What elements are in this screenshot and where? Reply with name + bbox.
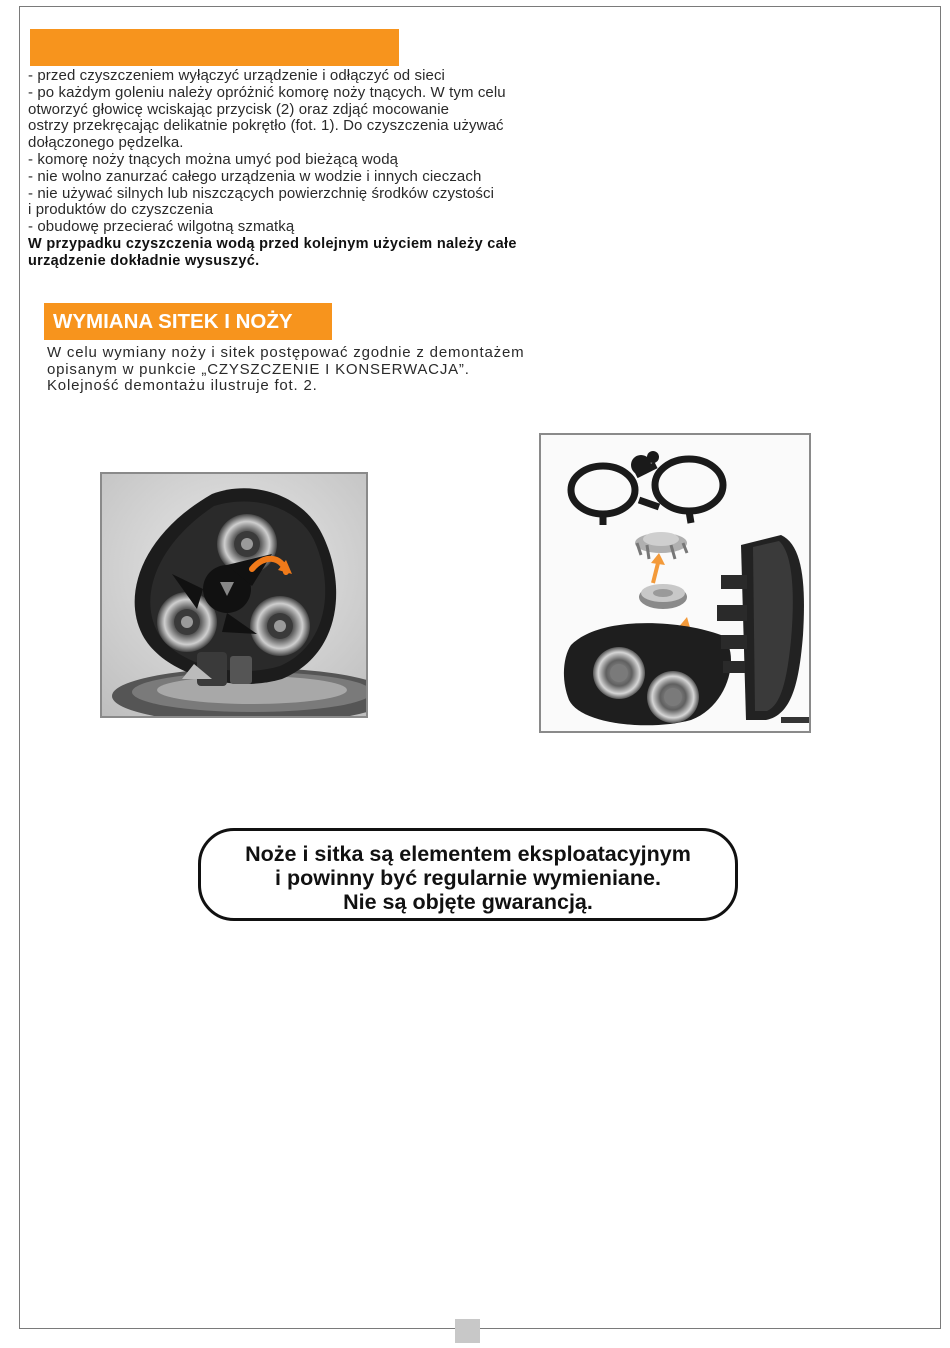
replacement-instructions	[47, 345, 647, 395]
notice-line: Nie są objęte gwarancją.	[343, 890, 593, 914]
cleaning-line: - nie używać silnych lub niszczących powierzchnię środków czystości	[28, 184, 495, 202]
notice-line: i powinny być regularnie wymieniane.	[275, 866, 661, 890]
cleaning-line: ostrzy przekręcając delikatnie pokrętło (fot. 1). Do czyszczenia używać	[28, 117, 504, 135]
warranty-notice	[198, 828, 738, 921]
cleaning-line: - obudowę przecierać wilgotną szmatką	[28, 218, 295, 236]
photo-shaver-head-open	[100, 472, 368, 718]
cleaning-line: - po każdym goleniu należy opróżnić komorę noży tnących. W tym celu	[28, 83, 506, 101]
cleaning-warning-line: urządzenie dokładnie wysuszyć.	[28, 252, 260, 269]
replacement-line: opisanym w punkcie „CZYSZCZENIE I KONSERWACJA”.	[47, 360, 470, 378]
cleaning-warning-line: W przypadku czyszczenia wodą przed kolejnym użyciem należy całe	[28, 235, 517, 252]
page-number-marker	[455, 1319, 480, 1343]
cleaning-line: - przed czyszczeniem wyłączyć urządzenie i odłączyć od sieci	[28, 67, 445, 84]
cleaning-line: - komorę noży tnących można umyć pod bieżącą wodą	[28, 150, 399, 168]
replacement-section-heading: WYMIANA SITEK I NOŻY	[44, 303, 332, 340]
cleaning-line: otworzyć głowicę wciskając przycisk (2) oraz zdjąć mocowanie	[28, 100, 450, 118]
replacement-line: Kolejność demontażu ilustruje fot. 2.	[47, 377, 318, 394]
cleaning-line: dołączonego pędzelka.	[28, 134, 184, 152]
cleaning-section-header-bar	[30, 29, 399, 66]
cleaning-instructions	[28, 68, 628, 270]
cleaning-line: i produktów do czyszczenia	[28, 201, 214, 219]
notice-line: Noże i sitka są elementem eksploatacyjnym	[245, 842, 691, 866]
cleaning-line: - nie wolno zanurzać całego urządzenia w wodzie i innych cieczach	[28, 167, 482, 185]
replacement-line: W celu wymiany noży i sitek postępować zgodnie z demontażem	[47, 344, 525, 361]
photo-exploded-view	[539, 433, 811, 733]
